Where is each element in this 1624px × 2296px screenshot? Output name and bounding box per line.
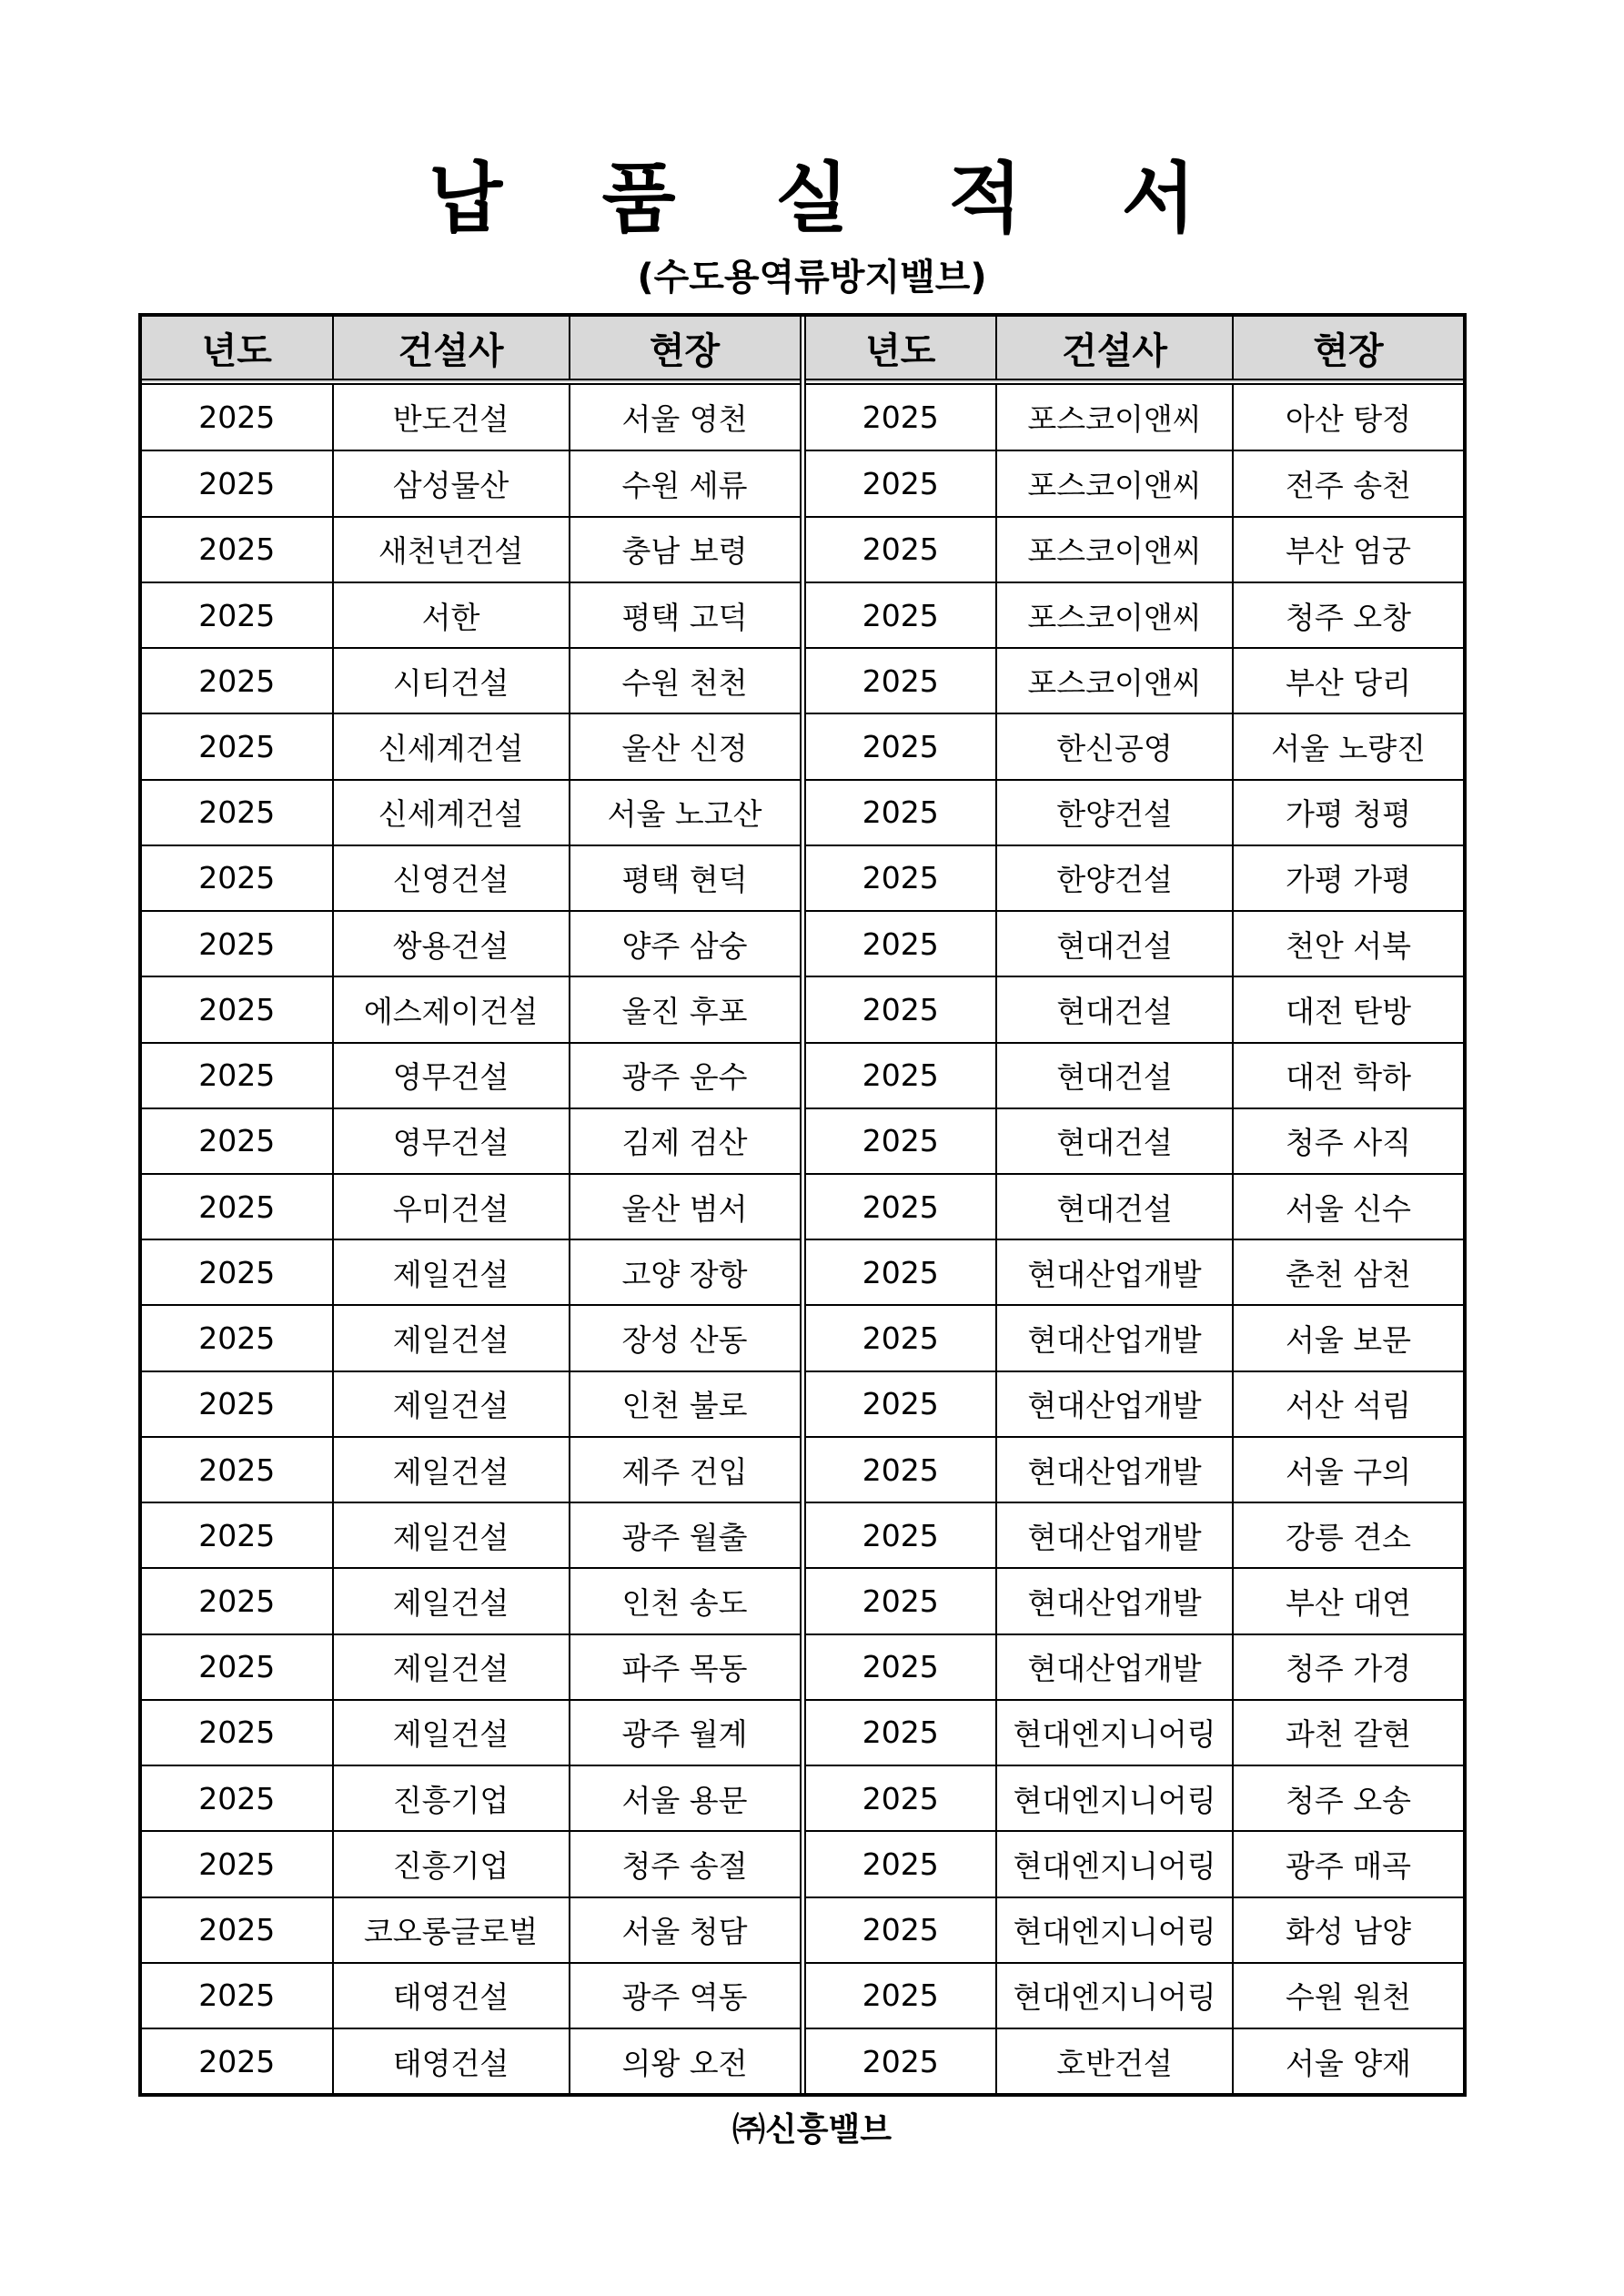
cell-site: 김제 검산 [570,1108,800,1174]
cell-company: 코오롱글로벌 [333,1897,570,1963]
cell-company: 새천년건설 [333,517,570,582]
cell-company: 영무건설 [333,1108,570,1174]
table-row [806,2028,1464,2093]
cell-company: 현대산업개발 [996,1502,1233,1568]
cell-year: 2025 [142,517,333,582]
cell-year: 2025 [142,1305,333,1371]
header-company: 건설사 [333,317,570,382]
table-row [806,1963,1464,2028]
cell-site: 수원 원천 [1233,1963,1463,2028]
table-row [142,1043,800,1108]
table-row [142,450,800,516]
cell-site: 서울 노량진 [1233,713,1463,779]
cell-year: 2025 [806,517,997,582]
table-row [806,517,1464,582]
cell-year: 2025 [142,582,333,648]
cell-site: 파주 목동 [570,1634,800,1700]
cell-company: 포스코이앤씨 [996,382,1233,451]
cell-year: 2025 [806,1174,997,1239]
cell-year: 2025 [806,1502,997,1568]
cell-year: 2025 [806,780,997,845]
cell-company: 현대산업개발 [996,1305,1233,1371]
cell-site: 서산 석림 [1233,1371,1463,1437]
table-right-half [800,317,1464,2093]
cell-year: 2025 [806,1831,997,1896]
table-row [806,1634,1464,1700]
cell-site: 대전 탄방 [1233,976,1463,1042]
cell-year: 2025 [806,1897,997,1963]
cell-company: 신세계건설 [333,780,570,845]
table-row [142,1108,800,1174]
table-row [142,976,800,1042]
cell-site: 인천 불로 [570,1371,800,1437]
table-row [142,582,800,648]
table-row [142,2028,800,2093]
cell-company: 현대엔지니어링 [996,1897,1233,1963]
cell-company: 신세계건설 [333,713,570,779]
table-row [806,1765,1464,1831]
table-row [142,780,800,845]
cell-year: 2025 [806,648,997,713]
table-row [806,382,1464,451]
cell-site: 과천 갈현 [1233,1700,1463,1765]
table-row [142,1502,800,1568]
table-row [142,1371,800,1437]
cell-year: 2025 [806,1239,997,1305]
table-row [806,1108,1464,1174]
cell-year: 2025 [142,1634,333,1700]
table-row [806,1305,1464,1371]
cell-company: 제일건설 [333,1634,570,1700]
cell-year: 2025 [142,1371,333,1437]
cell-site: 울산 범서 [570,1174,800,1239]
cell-company: 영무건설 [333,1043,570,1108]
cell-site: 평택 고덕 [570,582,800,648]
header-site: 현장 [570,317,800,382]
cell-site: 아산 탕정 [1233,382,1463,451]
cell-company: 현대산업개발 [996,1568,1233,1633]
cell-site: 서울 노고산 [570,780,800,845]
cell-site: 광주 매곡 [1233,1831,1463,1896]
table-row [142,1174,800,1239]
left-table-body [142,382,800,2094]
table-row [806,976,1464,1042]
cell-year: 2025 [142,1897,333,1963]
cell-year: 2025 [142,2028,333,2093]
cell-site: 제주 건입 [570,1437,800,1502]
right-header-row [806,317,1464,382]
cell-company: 현대산업개발 [996,1371,1233,1437]
cell-year: 2025 [806,713,997,779]
cell-site: 서울 구의 [1233,1437,1463,1502]
cell-company: 서한 [333,582,570,648]
cell-year: 2025 [806,582,997,648]
cell-site: 수원 세류 [570,450,800,516]
cell-year: 2025 [142,976,333,1042]
table-row [806,780,1464,845]
table-row [142,1437,800,1502]
header-year: 년도 [142,317,333,382]
cell-company: 호반건설 [996,2028,1233,2093]
table-left-half [142,317,800,2093]
cell-company: 태영건설 [333,1963,570,2028]
cell-site: 울산 신정 [570,713,800,779]
table-row [806,1897,1464,1963]
cell-site: 양주 삼숭 [570,911,800,976]
cell-year: 2025 [142,1831,333,1896]
table-row [806,1239,1464,1305]
cell-company: 한신공영 [996,713,1233,779]
cell-site: 청주 가경 [1233,1634,1463,1700]
cell-site: 서울 신수 [1233,1174,1463,1239]
cell-year: 2025 [806,845,997,911]
cell-site: 청주 송절 [570,1831,800,1896]
table-row [142,1765,800,1831]
table-row [806,1568,1464,1633]
table-row [806,1700,1464,1765]
cell-company: 포스코이앤씨 [996,582,1233,648]
left-table [142,317,800,2093]
cell-company: 제일건설 [333,1437,570,1502]
cell-site: 고양 장항 [570,1239,800,1305]
cell-year: 2025 [806,1108,997,1174]
table-row [142,382,800,451]
table-row [806,845,1464,911]
left-header-row [142,317,800,382]
cell-site: 울진 후포 [570,976,800,1042]
cell-site: 강릉 견소 [1233,1502,1463,1568]
cell-site: 의왕 오전 [621,2045,748,2081]
cell-company: 현대산업개발 [996,1634,1233,1700]
cell-site: 서울 영천 [570,382,800,451]
cell-year: 2025 [806,1043,997,1108]
cell-year: 2025 [806,1765,997,1831]
cell-company: 시티건설 [333,648,570,713]
table-row [806,582,1464,648]
right-table [806,317,1464,2093]
cell-company: 현대건설 [996,1108,1233,1174]
table-row [806,1043,1464,1108]
cell-site: 광주 월출 [570,1502,800,1568]
cell-site: 수원 천천 [570,648,800,713]
cell-site: 전주 송천 [1233,450,1463,516]
cell-year: 2025 [142,1568,333,1633]
table-row [142,1239,800,1305]
table-row [806,713,1464,779]
cell-year: 2025 [806,2028,997,2093]
cell-year: 2025 [142,713,333,779]
cell-site: 가평 청평 [1233,780,1463,845]
cell-company: 현대엔지니어링 [996,1831,1233,1896]
cell-site: 광주 월계 [570,1700,800,1765]
cell-site: 부산 엄궁 [1233,517,1463,582]
cell-year: 2025 [142,911,333,976]
company-name-footer: ㈜신흥밸브 [731,2111,893,2149]
cell-year: 2025 [806,1700,997,1765]
cell-company: 쌍용건설 [333,911,570,976]
cell-site: 가평 가평 [1233,845,1463,911]
cell-company: 포스코이앤씨 [996,648,1233,713]
cell-site: 충남 보령 [570,517,800,582]
table-row [142,911,800,976]
table-row [142,713,800,779]
cell-site: 서울 양재 [1286,2045,1412,2081]
cell-company: 현대건설 [996,1174,1233,1239]
cell-year: 2025 [142,382,333,451]
cell-year: 2025 [142,1502,333,1568]
cell-year: 2025 [142,1239,333,1305]
cell-company: 현대산업개발 [996,1239,1233,1305]
cell-company: 진흥기업 [333,1765,570,1831]
table-row [142,1305,800,1371]
cell-company: 현대엔지니어링 [996,1700,1233,1765]
cell-company: 신영건설 [333,845,570,911]
cell-company: 태영건설 [333,2028,570,2093]
cell-year: 2025 [142,1437,333,1502]
cell-site: 광주 운수 [570,1043,800,1108]
cell-company: 에스제이건설 [333,976,570,1042]
cell-year: 2025 [806,1371,997,1437]
header-company: 건설사 [996,317,1233,382]
cell-site: 청주 오송 [1233,1765,1463,1831]
cell-company: 현대건설 [996,976,1233,1042]
header-year: 년도 [806,317,997,382]
cell-year: 2025 [142,450,333,516]
cell-company: 현대엔지니어링 [996,1963,1233,2028]
cell-company: 제일건설 [333,1371,570,1437]
cell-company: 우미건설 [333,1174,570,1239]
cell-site: 청주 사직 [1233,1108,1463,1174]
cell-company: 진흥기업 [333,1831,570,1896]
table-row [806,450,1464,516]
cell-year: 2025 [142,1108,333,1174]
table-row [806,911,1464,976]
table-row [142,648,800,713]
cell-site: 천안 서북 [1233,911,1463,976]
cell-year: 2025 [806,911,997,976]
cell-company: 현대산업개발 [996,1437,1233,1502]
cell-site: 춘천 삼천 [1233,1239,1463,1305]
table-row [142,1634,800,1700]
cell-site: 평택 현덕 [570,845,800,911]
cell-company: 포스코이앤씨 [996,450,1233,516]
cell-company: 제일건설 [333,1239,570,1305]
cell-company: 한양건설 [996,845,1233,911]
cell-site: 인천 송도 [570,1568,800,1633]
cell-year: 2025 [142,1043,333,1108]
cell-company: 현대건설 [996,911,1233,976]
cell-company: 삼성물산 [333,450,570,516]
cell-year: 2025 [142,1765,333,1831]
table-row [142,1963,800,2028]
delivery-record-table [138,313,1467,2097]
table-row [142,1831,800,1896]
cell-site: 대전 학하 [1233,1043,1463,1108]
cell-site: 부산 당리 [1233,648,1463,713]
table-row [142,1700,800,1765]
header-site: 현장 [1233,317,1463,382]
cell-site: 서울 보문 [1233,1305,1463,1371]
cell-site: 서울 용문 [570,1765,800,1831]
cell-company: 제일건설 [333,1502,570,1568]
cell-year: 2025 [806,1963,997,2028]
cell-site: 서울 청담 [570,1897,800,1963]
table-row [806,1437,1464,1502]
cell-company: 현대엔지니어링 [996,1765,1233,1831]
table-row [142,1897,800,1963]
cell-year: 2025 [806,976,997,1042]
table-row [806,1174,1464,1239]
document-title: 납 품 실 적 서 [429,154,1232,243]
cell-site: 부산 대연 [1233,1568,1463,1633]
cell-year: 2025 [142,845,333,911]
cell-year: 2025 [806,450,997,516]
cell-year: 2025 [142,780,333,845]
table-row [806,1831,1464,1896]
cell-year: 2025 [806,1568,997,1633]
table-row [142,517,800,582]
right-table-body [806,382,1464,2094]
cell-year: 2025 [142,1700,333,1765]
table-row [806,1371,1464,1437]
cell-site: 광주 역동 [570,1963,800,2028]
cell-company: 한양건설 [996,780,1233,845]
cell-year: 2025 [806,1634,997,1700]
cell-year: 2025 [142,1174,333,1239]
cell-year: 2025 [142,648,333,713]
table-row [142,845,800,911]
cell-site: 청주 오창 [1233,582,1463,648]
cell-year: 2025 [806,1305,997,1371]
cell-year: 2025 [142,1963,333,2028]
cell-company: 제일건설 [333,1700,570,1765]
table-row [142,1568,800,1633]
cell-company: 반도건설 [333,382,570,451]
table-row [806,648,1464,713]
cell-company: 포스코이앤씨 [996,517,1233,582]
cell-company: 제일건설 [333,1568,570,1633]
cell-year: 2025 [806,382,997,451]
table-row [806,1502,1464,1568]
cell-company: 제일건설 [333,1305,570,1371]
cell-year: 2025 [806,1437,997,1502]
cell-site: 장성 산동 [570,1305,800,1371]
cell-site: 화성 남양 [1233,1897,1463,1963]
cell-company: 현대건설 [996,1043,1233,1108]
document-subtitle: (수도용역류방지밸브) [637,257,987,298]
